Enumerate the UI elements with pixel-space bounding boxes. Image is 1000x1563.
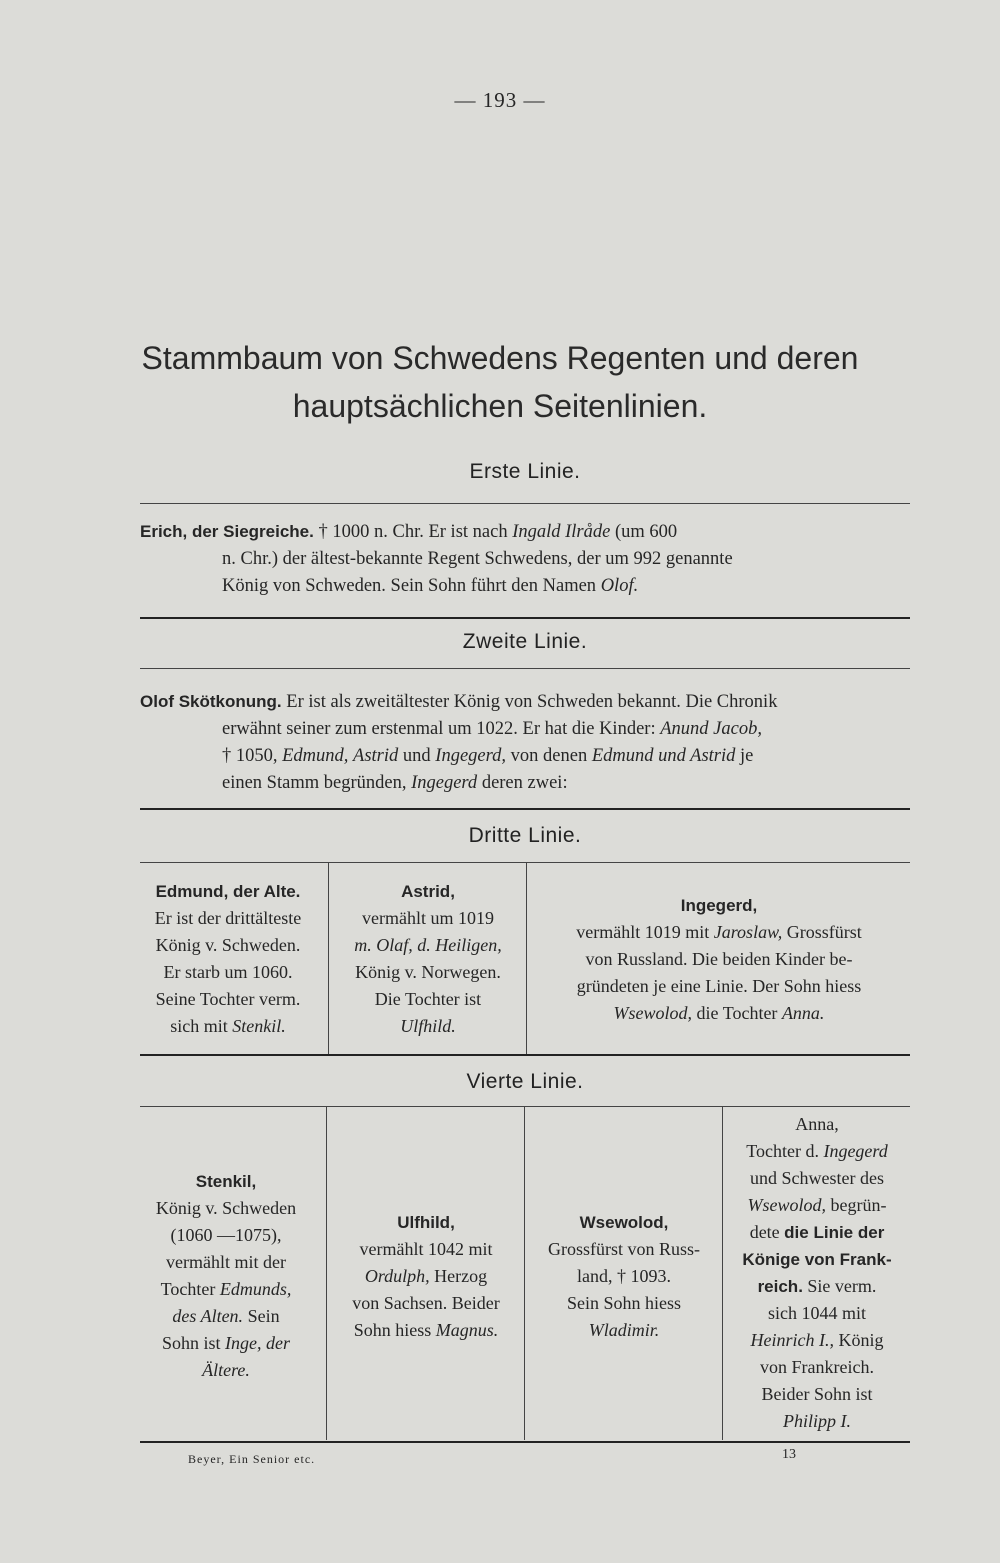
person-name: Ingegerd, bbox=[680, 896, 758, 915]
paragraph-line: einen Stamm begründen, Ingegerd deren zwei: bbox=[222, 773, 568, 793]
paragraph-line: n. Chr.) der ältest-bekannte Regent Schwedens, der um 992 genannte bbox=[222, 549, 733, 569]
person-name: Olof Skötkonung. bbox=[140, 692, 282, 711]
divider bbox=[140, 1106, 910, 1107]
divider bbox=[140, 617, 910, 619]
page-title: Stammbaum von Schwedens Regenten und deren hauptsächlichen Seitenlinien. bbox=[141, 340, 859, 424]
cell-edmund: Edmund, der Alte. Er ist der drittälteste König v. Schweden. Er starb um 1060. Seine Tochter verm. sich mit Stenkil. bbox=[130, 878, 326, 1040]
divider bbox=[140, 808, 910, 810]
column-divider bbox=[526, 862, 527, 1054]
paragraph-line: † 1050, Edmund, Astrid und Ingegerd, von denen Edmund und Astrid je bbox=[222, 746, 754, 766]
paragraph-line: Olof Skötkonung. Er ist als zweitältester König von Schweden bekannt. Die Chronik bbox=[140, 692, 778, 712]
cell-astrid: Astrid, vermählt um 1019 m. Olaf, d. Heiligen, König v. Norwegen. Die Tochter ist Ulfhild. bbox=[330, 878, 526, 1040]
person-name: Ulfhild, bbox=[397, 1213, 455, 1232]
heading-zweite-linie: Zweite Linie. bbox=[462, 630, 588, 653]
column-divider bbox=[722, 1106, 723, 1440]
column-divider bbox=[524, 1106, 525, 1440]
page-number: — 193 — bbox=[454, 88, 546, 112]
person-name: Wsewolod, bbox=[579, 1213, 669, 1232]
cell-anna: Anna, Tochter d. Ingegerd und Schwester des Wsewolod, begrün- dete die Linie der Könige von Frank- reich. Sie verm. sich 1044 mit Heinrich I., König von Frankreich. Beider Sohn ist Philipp I. bbox=[724, 1111, 910, 1435]
divider bbox=[140, 1441, 910, 1443]
person-name: Edmund, der Alte. bbox=[155, 882, 301, 901]
signature-mark: 13 bbox=[782, 1447, 796, 1462]
cell-stenkil: Stenkil, König v. Schweden (1060 —1075), vermählt mit der Tochter Edmunds, des Alten. Sein Sohn ist Inge, der Ältere. bbox=[128, 1168, 324, 1384]
column-divider bbox=[328, 862, 329, 1054]
heading-erste-linie: Erste Linie. bbox=[469, 460, 581, 483]
paragraph-erste-linie bbox=[140, 518, 912, 600]
paragraph-line: König von Schweden. Sein Sohn führt den Namen Olof. bbox=[222, 576, 639, 596]
person-name: Erich, der Siegreiche. bbox=[140, 522, 314, 541]
cell-ingegerd: Ingegerd, vermählt 1019 mit Jaroslaw, Grossfürst von Russland. Die beiden Kinder be- gründeten je eine Linie. Der Sohn hiess Wsewolod, die Tochter Anna. bbox=[528, 892, 910, 1027]
paragraph-line: Erich, der Siegreiche. † 1000 n. Chr. Er ist nach Ingald Ilråde (um 600 bbox=[140, 522, 678, 542]
person-name: Stenkil, bbox=[195, 1172, 257, 1191]
person-name: Astrid, bbox=[401, 882, 455, 901]
divider bbox=[140, 668, 910, 669]
person-name: Anna, bbox=[795, 1114, 839, 1134]
heading-dritte-linie: Dritte Linie. bbox=[468, 824, 582, 847]
paragraph-line: erwähnt seiner zum erstenmal um 1022. Er hat die Kinder: Anund Jacob, bbox=[222, 719, 762, 739]
paragraph-zweite-linie bbox=[140, 688, 912, 797]
cell-wsewolod: Wsewolod, Grossfürst von Russ- land, † 1093. Sein Sohn hiess Wladimir. bbox=[526, 1209, 722, 1344]
column-divider bbox=[326, 1106, 327, 1440]
divider bbox=[140, 503, 910, 504]
heading-vierte-linie: Vierte Linie. bbox=[466, 1070, 584, 1093]
divider bbox=[140, 862, 910, 863]
divider bbox=[140, 1054, 910, 1056]
cell-ulfhild: Ulfhild, vermählt 1042 mit Ordulph, Herzog von Sachsen. Beider Sohn hiess Magnus. bbox=[328, 1209, 524, 1344]
footer-source: Beyer, Ein Senior etc. bbox=[188, 1452, 316, 1466]
